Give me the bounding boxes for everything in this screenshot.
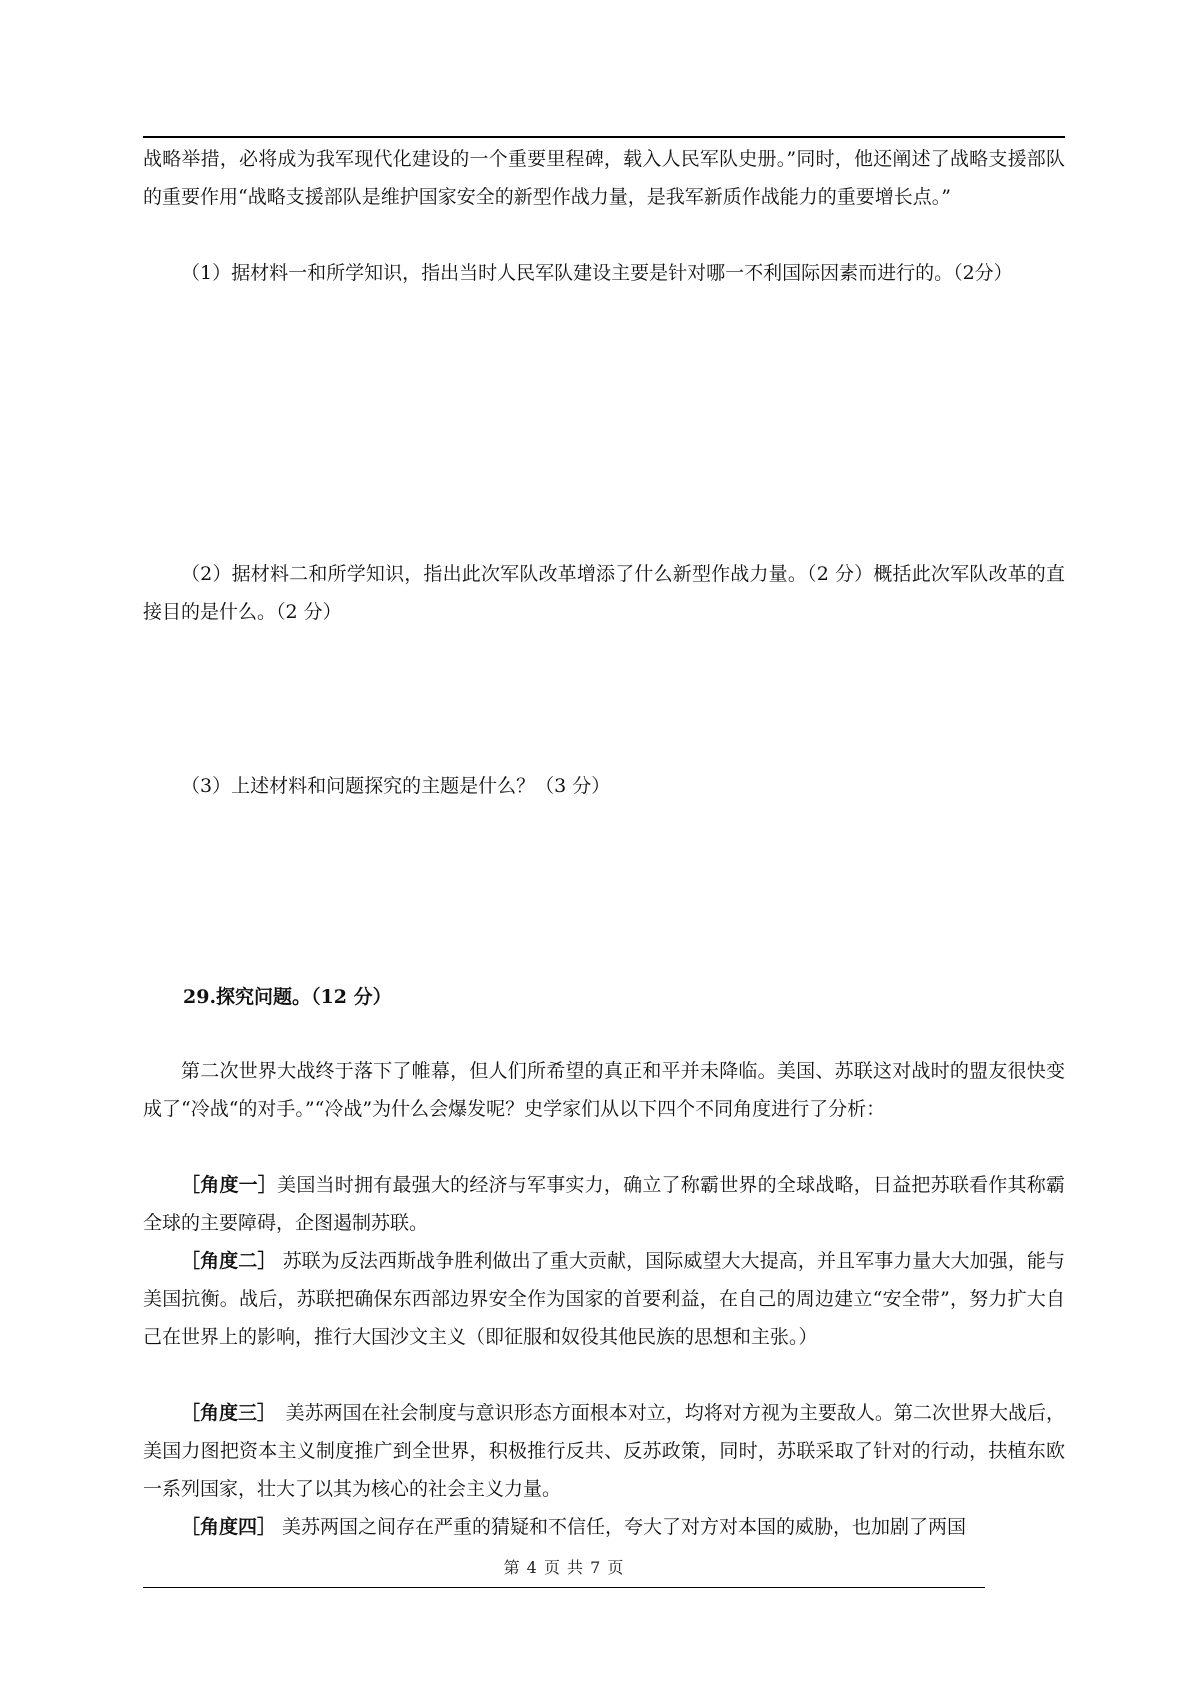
header-rule xyxy=(143,136,1065,138)
footer-rule xyxy=(143,1587,985,1588)
angle-4 xyxy=(143,1508,1065,1546)
continuation-paragraph: 战略举措，必将成为我军现代化建设的一个重要里程碑，载入人民军队史册。”同时，他还阐述了战略支援部队的重要作用“战略支援部队是维护国家安全的新型作战力量，是我军新质作战能力的重要增长点。” xyxy=(143,148,1065,208)
angle-4-label: ［角度四］ xyxy=(181,1516,277,1538)
angle-1 xyxy=(143,1166,1065,1242)
question-29-title: 29.探究问题。（12 分） xyxy=(183,986,392,1008)
question-2: （2）据材料二和所学知识，指出此次军队改革增添了什么新型作战力量。（2 分）概括此次军队改革的直接目的是什么。（2 分） xyxy=(143,563,1065,623)
page-number: 第 4 页 共 7 页 xyxy=(503,1558,625,1577)
question-29-intro: 第二次世界大战终于落下了帷幕，但人们所希望的真正和平并未降临。美国、苏联这对战时的盟友很快变成了“冷战“的对手。”“冷战”为什么会爆发呢？史学家们从以下四个不同角度进行了分析： xyxy=(143,1060,1065,1120)
question-1: （1）据材料一和所学知识，指出当时人民军队建设主要是针对哪一不利国际因素而进行的。（2分） xyxy=(181,262,1013,284)
angle-2 xyxy=(143,1242,1065,1356)
angle-3-text: 美苏两国在社会制度与意识形态方面根本对立，均将对方视为主要敌人。第二次世界大战后，美国力图把资本主义制度推广到全世界，积极推行反共、反苏政策，同时，苏联采取了针对的行动，扶植东欧一系列国家，壮大了以其为核心的社会主义力量。 xyxy=(143,1402,1065,1500)
angle-1-label: ［角度一］ xyxy=(181,1174,278,1196)
angle-2-label: ［角度二］ xyxy=(181,1250,277,1272)
angle-2-text: 苏联为反法西斯战争胜利做出了重大贡献，国际威望大大提高，并且军事力量大大加强，能与美国抗衡。战后，苏联把确保东西部边界安全作为国家的首要利益，在自己的周边建立“安全带”，努力扩大自己在世界上的影响，推行大国沙文主义（即征服和奴役其他民族的思想和主张。） xyxy=(143,1250,1065,1348)
angle-4-text: 美苏两国之间存在严重的猜疑和不信任，夸大了对方对本国的威胁，也加剧了两国 xyxy=(276,1516,967,1538)
angle-1-text: 美国当时拥有最强大的经济与军事实力，确立了称霸世界的全球战略，日益把苏联看作其称霸全球的主要障碍，企图遏制苏联。 xyxy=(143,1174,1065,1234)
question-3: （3）上述材料和问题探究的主题是什么？（3 分） xyxy=(181,775,611,797)
angle-3 xyxy=(143,1394,1065,1508)
angle-3-label: ［角度三］ xyxy=(181,1402,267,1424)
